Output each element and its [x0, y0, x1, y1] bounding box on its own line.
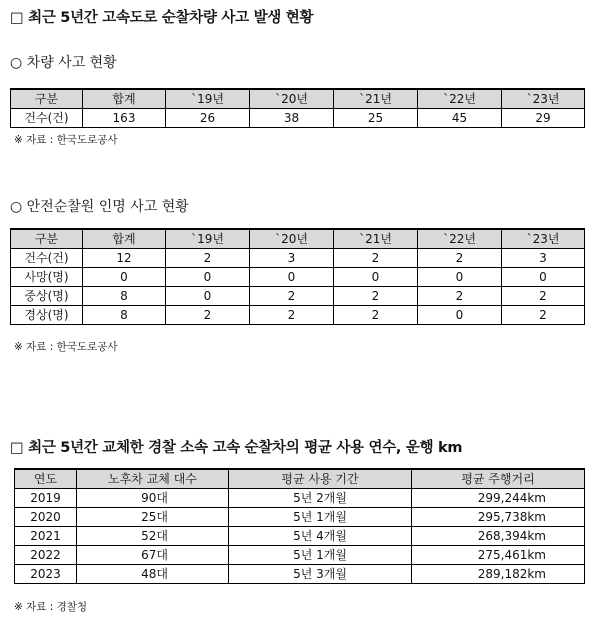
- column-header: `20년: [250, 89, 334, 109]
- table-row: [11, 306, 585, 325]
- table-cell: 26: [166, 109, 250, 128]
- table-cell: 0: [250, 268, 334, 287]
- column-header: `19년: [166, 229, 250, 249]
- replaced-count-cell: 90대: [77, 489, 229, 508]
- source-note: ※ 자료 : 한국도로공사: [14, 134, 118, 146]
- table-row: [15, 508, 585, 527]
- column-header: `22년: [418, 229, 502, 249]
- column-header: 평균 주행거리: [412, 469, 585, 489]
- table-cell: 29: [502, 109, 585, 128]
- column-header: `23년: [502, 229, 585, 249]
- table-row: [11, 268, 585, 287]
- table-cell: 0: [334, 268, 418, 287]
- year-cell: 2023: [15, 565, 77, 584]
- table-cell: 2: [418, 249, 502, 268]
- column-header: 구분: [11, 89, 83, 109]
- year-cell: 2022: [15, 546, 77, 565]
- avg-usage-cell: 5년 4개월: [229, 527, 412, 546]
- table-cell: 0: [166, 268, 250, 287]
- table-cell: 12: [83, 249, 166, 268]
- column-header: `22년: [418, 89, 502, 109]
- table-cell: 45: [418, 109, 502, 128]
- main-title-2: □ 최근 5년간 교체한 경찰 소속 고속 순찰차의 평균 사용 연수, 운행 km: [10, 440, 463, 456]
- table-cell: 경상(명): [11, 306, 83, 325]
- main-title-1: □ 최근 5년간 고속도로 순찰차량 사고 발생 현황: [10, 10, 314, 26]
- table-cell: 2: [250, 306, 334, 325]
- table-row: [11, 249, 585, 268]
- table-cell: 8: [83, 306, 166, 325]
- table-cell: 2: [166, 249, 250, 268]
- table-cell: 3: [250, 249, 334, 268]
- table-cell: 38: [250, 109, 334, 128]
- table-row: [15, 565, 585, 584]
- avg-distance-cell: 295,738km: [412, 508, 585, 527]
- column-header: `21년: [334, 89, 418, 109]
- replaced-count-cell: 25대: [77, 508, 229, 527]
- column-header: 합계: [83, 89, 166, 109]
- column-header: 합계: [83, 229, 166, 249]
- column-header: `23년: [502, 89, 585, 109]
- table-header-row: [15, 469, 585, 489]
- patrol-car-replacement-table: [14, 468, 585, 584]
- section-heading-vehicle-accidents: ○ 차량 사고 현황: [10, 55, 117, 71]
- avg-usage-cell: 5년 1개월: [229, 508, 412, 527]
- section-heading-personnel-accidents: ○ 안전순찰원 인명 사고 현황: [10, 199, 189, 215]
- column-header: `21년: [334, 229, 418, 249]
- table-cell: 사망(명): [11, 268, 83, 287]
- year-cell: 2021: [15, 527, 77, 546]
- table-cell: 2: [418, 287, 502, 306]
- replaced-count-cell: 52대: [77, 527, 229, 546]
- column-header: `20년: [250, 229, 334, 249]
- table-cell: 2: [502, 287, 585, 306]
- table-header-row: [11, 89, 585, 109]
- table-cell: 2: [334, 306, 418, 325]
- replaced-count-cell: 67대: [77, 546, 229, 565]
- table-cell: 2: [502, 306, 585, 325]
- avg-distance-cell: 299,244km: [412, 489, 585, 508]
- table-cell: 0: [502, 268, 585, 287]
- table-cell: 건수(건): [11, 249, 83, 268]
- column-header: 노후차 교체 대수: [77, 469, 229, 489]
- avg-usage-cell: 5년 2개월: [229, 489, 412, 508]
- personnel-accident-table: [10, 228, 585, 325]
- table-cell: 2: [334, 287, 418, 306]
- table-cell: 2: [334, 249, 418, 268]
- source-note: ※ 자료 : 한국도로공사: [14, 341, 118, 353]
- table-cell: 중상(명): [11, 287, 83, 306]
- table-cell: 8: [83, 287, 166, 306]
- table-row: [15, 489, 585, 508]
- replaced-count-cell: 48대: [77, 565, 229, 584]
- table-cell: 0: [83, 268, 166, 287]
- table-cell: 0: [166, 287, 250, 306]
- vehicle-accident-table: [10, 88, 585, 128]
- table-header-row: [11, 229, 585, 249]
- table-row: [15, 527, 585, 546]
- avg-distance-cell: 275,461km: [412, 546, 585, 565]
- column-header: `19년: [166, 89, 250, 109]
- avg-distance-cell: 289,182km: [412, 565, 585, 584]
- table-row: [11, 109, 585, 128]
- table-row: [15, 546, 585, 565]
- column-header: 평균 사용 기간: [229, 469, 412, 489]
- column-header: 구분: [11, 229, 83, 249]
- table-cell: 163: [83, 109, 166, 128]
- table-cell: 25: [334, 109, 418, 128]
- avg-distance-cell: 268,394km: [412, 527, 585, 546]
- table-cell: 0: [418, 306, 502, 325]
- table-row: [11, 287, 585, 306]
- year-cell: 2020: [15, 508, 77, 527]
- source-note: ※ 자료 : 경찰청: [14, 601, 88, 613]
- avg-usage-cell: 5년 3개월: [229, 565, 412, 584]
- year-cell: 2019: [15, 489, 77, 508]
- table-cell: 3: [502, 249, 585, 268]
- column-header: 연도: [15, 469, 77, 489]
- table-cell: 0: [418, 268, 502, 287]
- table-cell: 2: [250, 287, 334, 306]
- table-cell: 2: [166, 306, 250, 325]
- table-cell: 건수(건): [11, 109, 83, 128]
- avg-usage-cell: 5년 1개월: [229, 546, 412, 565]
